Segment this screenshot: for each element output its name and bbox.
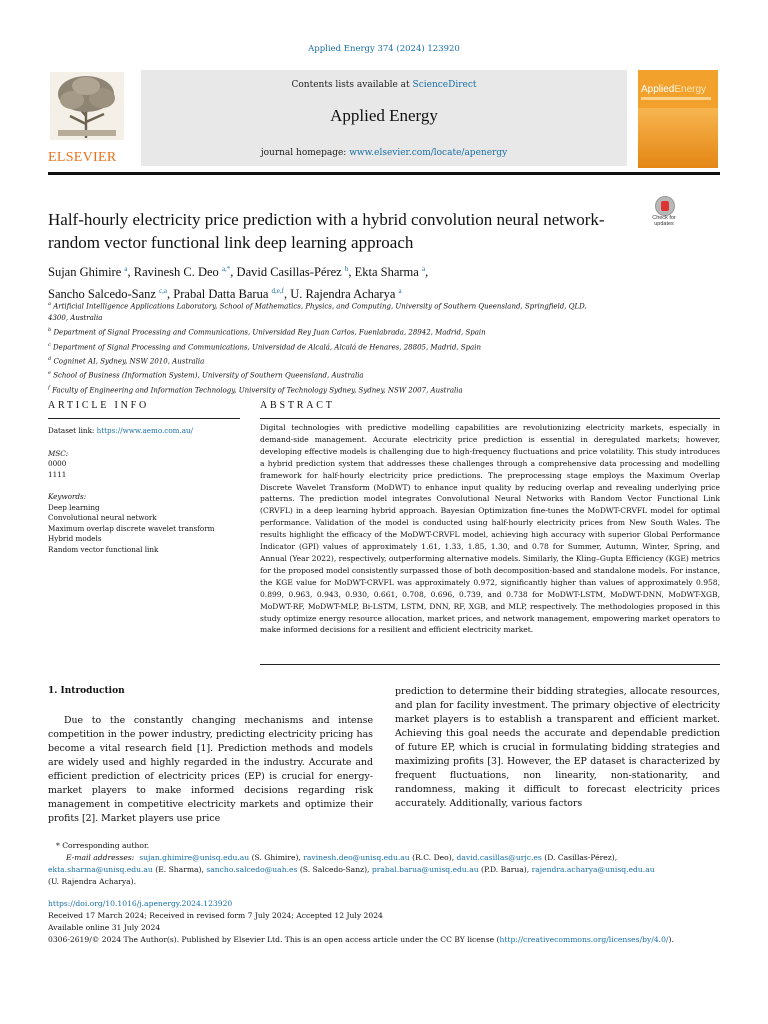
header-rule	[48, 172, 720, 175]
intro-right-column: prediction to determine their bidding strategies, allocate resources, and plan for facility investment. The primary objective of electricity market players is to establish a transparent and efficient market. Achieving this goal needs the accurate and dependable prediction of future EP, which is crucial in formulating bidding strategies and maximizing profits [3]. However, the EP dataset is characterized by frequent fluctuations, non linearity, non-stationarity, and randomness, making it difficult to forecast electricity prices accurately. Additionally, various factors	[395, 686, 720, 809]
homepage-line	[141, 148, 627, 158]
affiliation-e: $^e$ School of Business (Information System), University of Southern Queensland, Australia	[48, 370, 364, 380]
article-meta	[48, 898, 728, 946]
journal-masthead	[48, 70, 720, 170]
abstract-heading: ABSTRACT	[260, 400, 335, 411]
affiliation-c: $^c$ Department of Signal Processing and Communications, Universidad de Alcalá, Alcalá de Henares, 28805, Madrid, Spain	[48, 341, 481, 351]
email-addresses: E-mail addresses: sujan.ghimire@unisq.edu.au (S. Ghimire), ravinesh.deo@unisq.edu.au (R.C. Deo), david.casillas@urjc.es (D. Casillas-Pérez),	[66, 853, 618, 862]
journal-header-box	[141, 70, 627, 166]
email-link[interactable]: rajendra.acharya@unisq.edu.au	[531, 865, 655, 874]
journal-homepage-link[interactable]: www.elsevier.com/locate/apenergy	[349, 148, 508, 158]
keyword: Maximum overlap discrete wavelet transform	[48, 523, 215, 533]
corresponding-footnote	[48, 840, 720, 888]
article-info-rule	[48, 418, 240, 419]
paper-title: Half-hourly electricity price prediction with a hybrid convolution neural network-random vector functional link deep learning approach	[48, 210, 605, 252]
check-for-updates-badge[interactable]	[646, 196, 682, 230]
sciencedirect-link[interactable]: ScienceDirect	[412, 80, 477, 90]
affiliation-b: $^b$ Department of Signal Processing and Communications, Universidad Rey Juan Carlos, Fuenlabrada, 28942, Madrid, Spain	[48, 327, 486, 337]
available-online: Available online 31 July 2024	[48, 923, 161, 932]
dataset-line: Dataset link: https://www.aemo.com.au/	[48, 426, 194, 435]
check-updates-label: Check for updates	[652, 215, 676, 227]
intro-paragraph: Due to the constantly changing mechanisms and intense competition in the power industry, predicting electricity pricing has become a vital research field [1]. Prediction methods and models are widely used and highly regarded in the industry. Accurate and efficient prediction of electricity prices (EP) is crucial for energy-market players to make informed decisions regarding risk management in competitive electricity markets and optimize their profits [2]. Market players use price	[48, 715, 373, 824]
abstract-text: Digital technologies with predictive modelling capabilities are revolutionizing electricity markets, especially in demand-side management. Accurate electricity price prediction is essential in deregulated markets; however, developing effective models is challenging due to high-frequency fluctuations and price volatility. This study introduces a hybrid prediction system that addresses these challenges through a comprehensive data processing and modelling framework for half-hourly electricity price predictions. The preprocessing stage employs the Maximum Overlap Discrete Wavelet Transform (MoDWT) to enhance input quality by reducing overlap and revealing underlying price patterns. The prediction model integrates Convolutional Neural Networks with Random Vector Functional Link (CRVFL) in a deep learning hybrid approach. Bayesian Optimization fine-tunes the MoDWT-CRVFL model for optimal performance. Validation of the model is conducted using half-hourly electricity prices from New South Wales. The results highlight the efficacy of the MoDWT-CRVFL model, achieving high accuracy with superior Global Performance Indicator (GPI) values of approximately 1.61, 1.33, 1.85, 1.30, and 0.78 for Summer, Autumn, Winter, Spring, and Annual (Year 2022), respectively, outperforming alternative models. Similarly, the Kling–Gupta Efficiency (KGE) metrics for the proposed model consistently surpassed those of both decomposition-based and standalone models. For instance, the KGE value for MoDWT-CRVFL was approximately 0.972, significantly higher than values of approximately 0.958, 0.899, 0.963, 0.943, 0.930, 0.661, 0.708, 0.696, 0.739, and 0.738 for MoDWT-LSTM, MoDWT-DNN, MoDWT-XGB, MoDWT-RF, MoDWT-MLP, Bi-LSTM, LSTM, DNN, RF, XGB, and MLP, respectively. The methodologies proposed in this study optimize energy resource allocation, market prices, and network management, empowering market operators to make informed decisions for a resilient and efficient electricity market.	[260, 423, 720, 635]
abstract-bottom-rule	[260, 664, 720, 665]
author-6[interactable]: Prabal Datta Barua $^{d,e,f}$	[173, 287, 284, 302]
article-info-heading: ARTICLE INFO	[48, 400, 150, 411]
msc-label: MSC:	[48, 448, 69, 458]
cover-artwork	[638, 108, 718, 168]
author-1[interactable]: Sujan Ghimire $^a$	[48, 265, 128, 280]
corresponding-author-note: * Corresponding author.	[56, 841, 150, 850]
affiliation-a: $^a$ Artificial Intelligence Applications Laboratory, School of Mathematics, Physics, and Computing, University of Southern Queensland, Springfield, QLD, 4300, Australia	[48, 301, 587, 323]
affiliation-f: $^f$ Faculty of Engineering and Information Technology, University of Technology Sydney, Sydney, NSW 2007, Australia	[48, 384, 463, 394]
author-2[interactable]: Ravinesh C. Deo $^{a,*}$	[133, 265, 231, 280]
author-list: Sujan Ghimire $^a$, Ravinesh C. Deo $^{a,*}$, David Casillas-Pérez $^b$, Ekta Sharma $^a$, Sancho Salcedo-Sanz $^{c,a}$, Prabal Datta Barua $^{d,e,f}$, U. Rajendra Acharya $^a$	[48, 265, 429, 302]
cover-subtitle-bar	[641, 97, 711, 100]
abstract-rule	[260, 418, 720, 419]
contents-line	[141, 80, 627, 90]
affiliation-d: $^d$ Cogninet AI, Sydney, NSW 2010, Australia	[48, 355, 205, 366]
keywords-label: Keywords:	[48, 492, 87, 501]
keyword: Deep learning	[48, 502, 100, 512]
dataset-link[interactable]: https://www.aemo.com.au/	[96, 426, 194, 435]
email-link[interactable]: sujan.ghimire@unisq.edu.au	[139, 853, 250, 862]
email-last-name: (U. Rajendra Acharya).	[48, 877, 137, 886]
article-info-panel	[48, 426, 240, 555]
author-7[interactable]: U. Rajendra Acharya $^a$	[290, 287, 402, 302]
check-updates-icon	[655, 196, 675, 216]
received-dates: Received 17 March 2024; Received in revised form 7 July 2024; Accepted 12 July 2024	[48, 911, 383, 920]
email-addresses-cont: ekta.sharma@unisq.edu.au (E. Sharma), sancho.salcedo@uah.es (S. Salcedo-Sanz), prabal.barua@unisq.edu.au (P.D. Barua), rajendra.acharya@unisq.edu.au	[48, 865, 655, 874]
email-link[interactable]: sancho.salcedo@uah.es	[206, 865, 298, 874]
journal-citation[interactable]: Applied Energy 374 (2024) 123920	[308, 44, 460, 54]
keyword: Hybrid models	[48, 534, 102, 543]
author-4[interactable]: Ekta Sharma $^a$	[354, 265, 426, 280]
keyword: Convolutional neural network	[48, 513, 157, 522]
emails-label: E-mail addresses:	[66, 853, 135, 862]
license-line: 0306-2619/© 2024 The Author(s). Published by Elsevier Ltd. This is an open access article under the CC BY license (http://creativecommons.org/licenses/by/4.0/).	[48, 935, 674, 944]
journal-title[interactable]: Applied Energy	[330, 106, 438, 125]
cover-title: AppliedEnergy	[641, 84, 707, 95]
doi-link[interactable]: https://doi.org/10.1016/j.apenergy.2024.123920	[48, 899, 233, 908]
author-3[interactable]: David Casillas-Pérez $^b$	[236, 265, 349, 280]
msc-code: 0000	[48, 459, 67, 468]
license-link[interactable]: http://creativecommons.org/licenses/by/4.0/	[499, 935, 669, 944]
elsevier-wordmark: ELSEVIER	[48, 150, 117, 165]
elsevier-logo[interactable]	[48, 70, 138, 166]
email-link[interactable]: david.casillas@urjc.es	[456, 853, 542, 862]
keyword: Random vector functional link	[48, 544, 159, 554]
email-link[interactable]: ekta.sharma@unisq.edu.au	[48, 865, 153, 874]
elsevier-tree-icon	[50, 72, 124, 140]
affiliations	[48, 298, 608, 396]
msc-code: 1111	[48, 469, 67, 479]
intro-left-column	[48, 714, 373, 826]
journal-cover-image[interactable]	[638, 70, 718, 168]
email-link[interactable]: prabal.barua@unisq.edu.au	[371, 865, 479, 874]
email-link[interactable]: ravinesh.deo@unisq.edu.au	[303, 853, 410, 862]
homepage-prefix: journal homepage:	[260, 148, 350, 158]
introduction-heading: 1. Introduction	[48, 686, 125, 696]
contents-prefix: Contents lists available at	[291, 80, 413, 90]
author-5[interactable]: Sancho Salcedo-Sanz $^{c,a}$	[48, 287, 168, 302]
